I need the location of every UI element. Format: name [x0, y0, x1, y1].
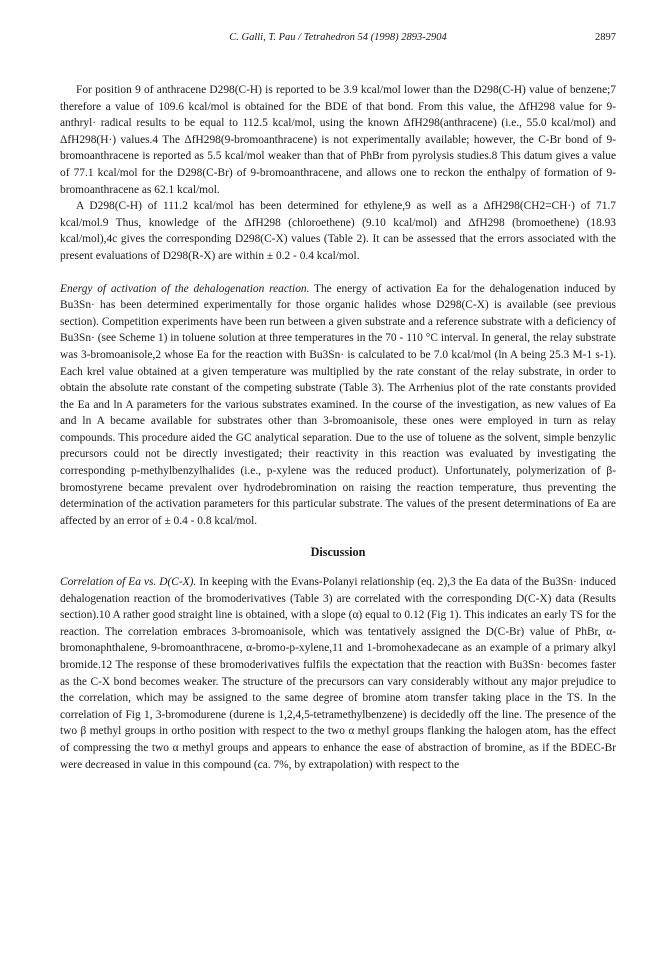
- article-body: [60, 82, 616, 773]
- paragraph-runin-title: Energy of activation of the dehalogenation reaction.: [60, 282, 310, 295]
- paragraph-anthracene-bde: For position 9 of anthracene D298(C-H) is reported to be 3.9 kcal/mol lower than the D298(C-H) value of benzene;7 therefore a value of 109.6 kcal/mol is obtained for the BDE of that bond. From this value, the ΔfH298 value for 9-anthryl· radical results to be equal to 112.5 kcal/mol, using the known ΔfH298(anthracene) (i.e., 55.0 kcal/mol) and ΔfH298(H·) values.4 The ΔfH298(9-bromoanthracene) is not experimentally available; however, the C-Br bond of 9-bromoanthracene is reported as 5.5 kcal/mol weaker than that of PhBr from pyrolysis studies.8 This datum gives a value of 77.1 kcal/mol for the D298(C-Br) of 9-bromoanthracene, and allows one to reckon the enthalpy of formation of 9-bromoanthracene as 62.1 kcal/mol.: [60, 84, 616, 196]
- section-heading: Discussion: [310, 545, 366, 560]
- paragraph-text: In keeping with the Evans-Polanyi relationship (eq. 2),3 the Ea data of the Bu3Sn· induced dehalogenation reaction of the bromoderivatives (Table 3) are correlated with the corresponding D(C-X) data (Results section).10 A rather good straight line is obtained, with a slope (α) equal to 0.12 (Fig 1). This indicates an early TS for the reaction. The correlation embraces 3-bromoanisole, which was tentatively assigned the D(C-Br) value of PhBr, α-bromonaphthalene, 9-bromoanthracene, α-bromo-p-xylene,11 and 1-bromohexadecane as an example of a primary alkyl bromide.12 The response of these bromoderivatives fulfils the expectation that the reaction with Bu3Sn· becomes faster as the C-X bond becomes weaker. The structure of the precursors can vary considerably without any major prejudice to the correlation, which may be assigned to the same degree of bromine atom transfer taking place in the TS. In the correlation of Fig 1, 3-bromodurene (durene is 1,2,4,5-tetramethylbenzene) is decidedly off the line. The presence of the two β methyl groups in ortho position with respect to the two α methyl groups flanking the halogen atom, has the effect of compressing the two α methyl groups and appears to enhance the ease of abstraction of bromine, as if the BDEC-Br were decreased in value in this compound (ca. 7%, by extrapolation) with respect to the: [60, 576, 616, 771]
- running-title: C. Galli, T. Pau / Tetrahedron 54 (1998) 2893-2904: [229, 32, 447, 43]
- page-number: 2897: [595, 32, 616, 43]
- paragraph-runin-title: Correlation of Ea vs. D(C-X).: [60, 576, 197, 589]
- paragraph-text: The energy of activation Ea for the dehalogenation induced by Bu3Sn· has been determined experimentally for those organic halides whose D298(C-X) is available (see previous section). Competition experiments have been run between a given substrate and a reference substrate with a deficiency of Bu3Sn· (see Scheme 1) in toluene solution at three temperatures in the 70 - 110 °C interval. In general, the relay substrate was 3-bromoanisole,2 whose Ea for the reaction with Bu3Sn· is calculated to be 7.0 kcal/mol (ln A being 25.3 M-1 s-1). Each krel value obtained at a given temperature was multiplied by the rate constant of the relay substrate, in order to obtain the absolute rate constant of the competing substrate (Table 3). The Arrhenius plot of the rate constants provided the Ea and ln A parameters for the various substrates examined. In the course of the investigation, as new values of Ea and ln A became available for substrates other than 3-bromoanisole, these ones were employed in turn as relay compounds. This procedure aided the GC analytical separation. Due to the use of toluene as the solvent, simple benzylic precursors could not be directly investigated; their reactivity in this reaction was evaluated by investigating the corresponding p-methylbenzylhalides (i.e., p-xylene was the reduced product). Unfortunately, polymerization of β-bromostyrene became prevalent over hydrodebromination on raising the reaction temperature, thus preventing the determination of the activation parameters for this particular substrate. The values of the present determinations of Ea are affected by an error of ± 0.4 - 0.8 kcal/mol.: [60, 282, 616, 527]
- paragraph-ethylene-bde: A D298(C-H) of 111.2 kcal/mol has been determined for ethylene,9 as well as a ΔfH298(CH2=CH·) of 71.7 kcal/mol.9 Thus, knowledge of the ΔfH298 (chloroethene) (9.10 kcal/mol) and ΔfH298 (bromoethene) (18.93 kcal/mol),4c gives the corresponding D298(C-X) values (Table 2). It can be assessed that the errors associated with the present evaluations of D298(R-X) are within ± 0.2 - 0.4 kcal/mol.: [60, 200, 616, 262]
- paragraph-correlation: [60, 574, 616, 773]
- paragraph-activation-energy: [60, 281, 616, 530]
